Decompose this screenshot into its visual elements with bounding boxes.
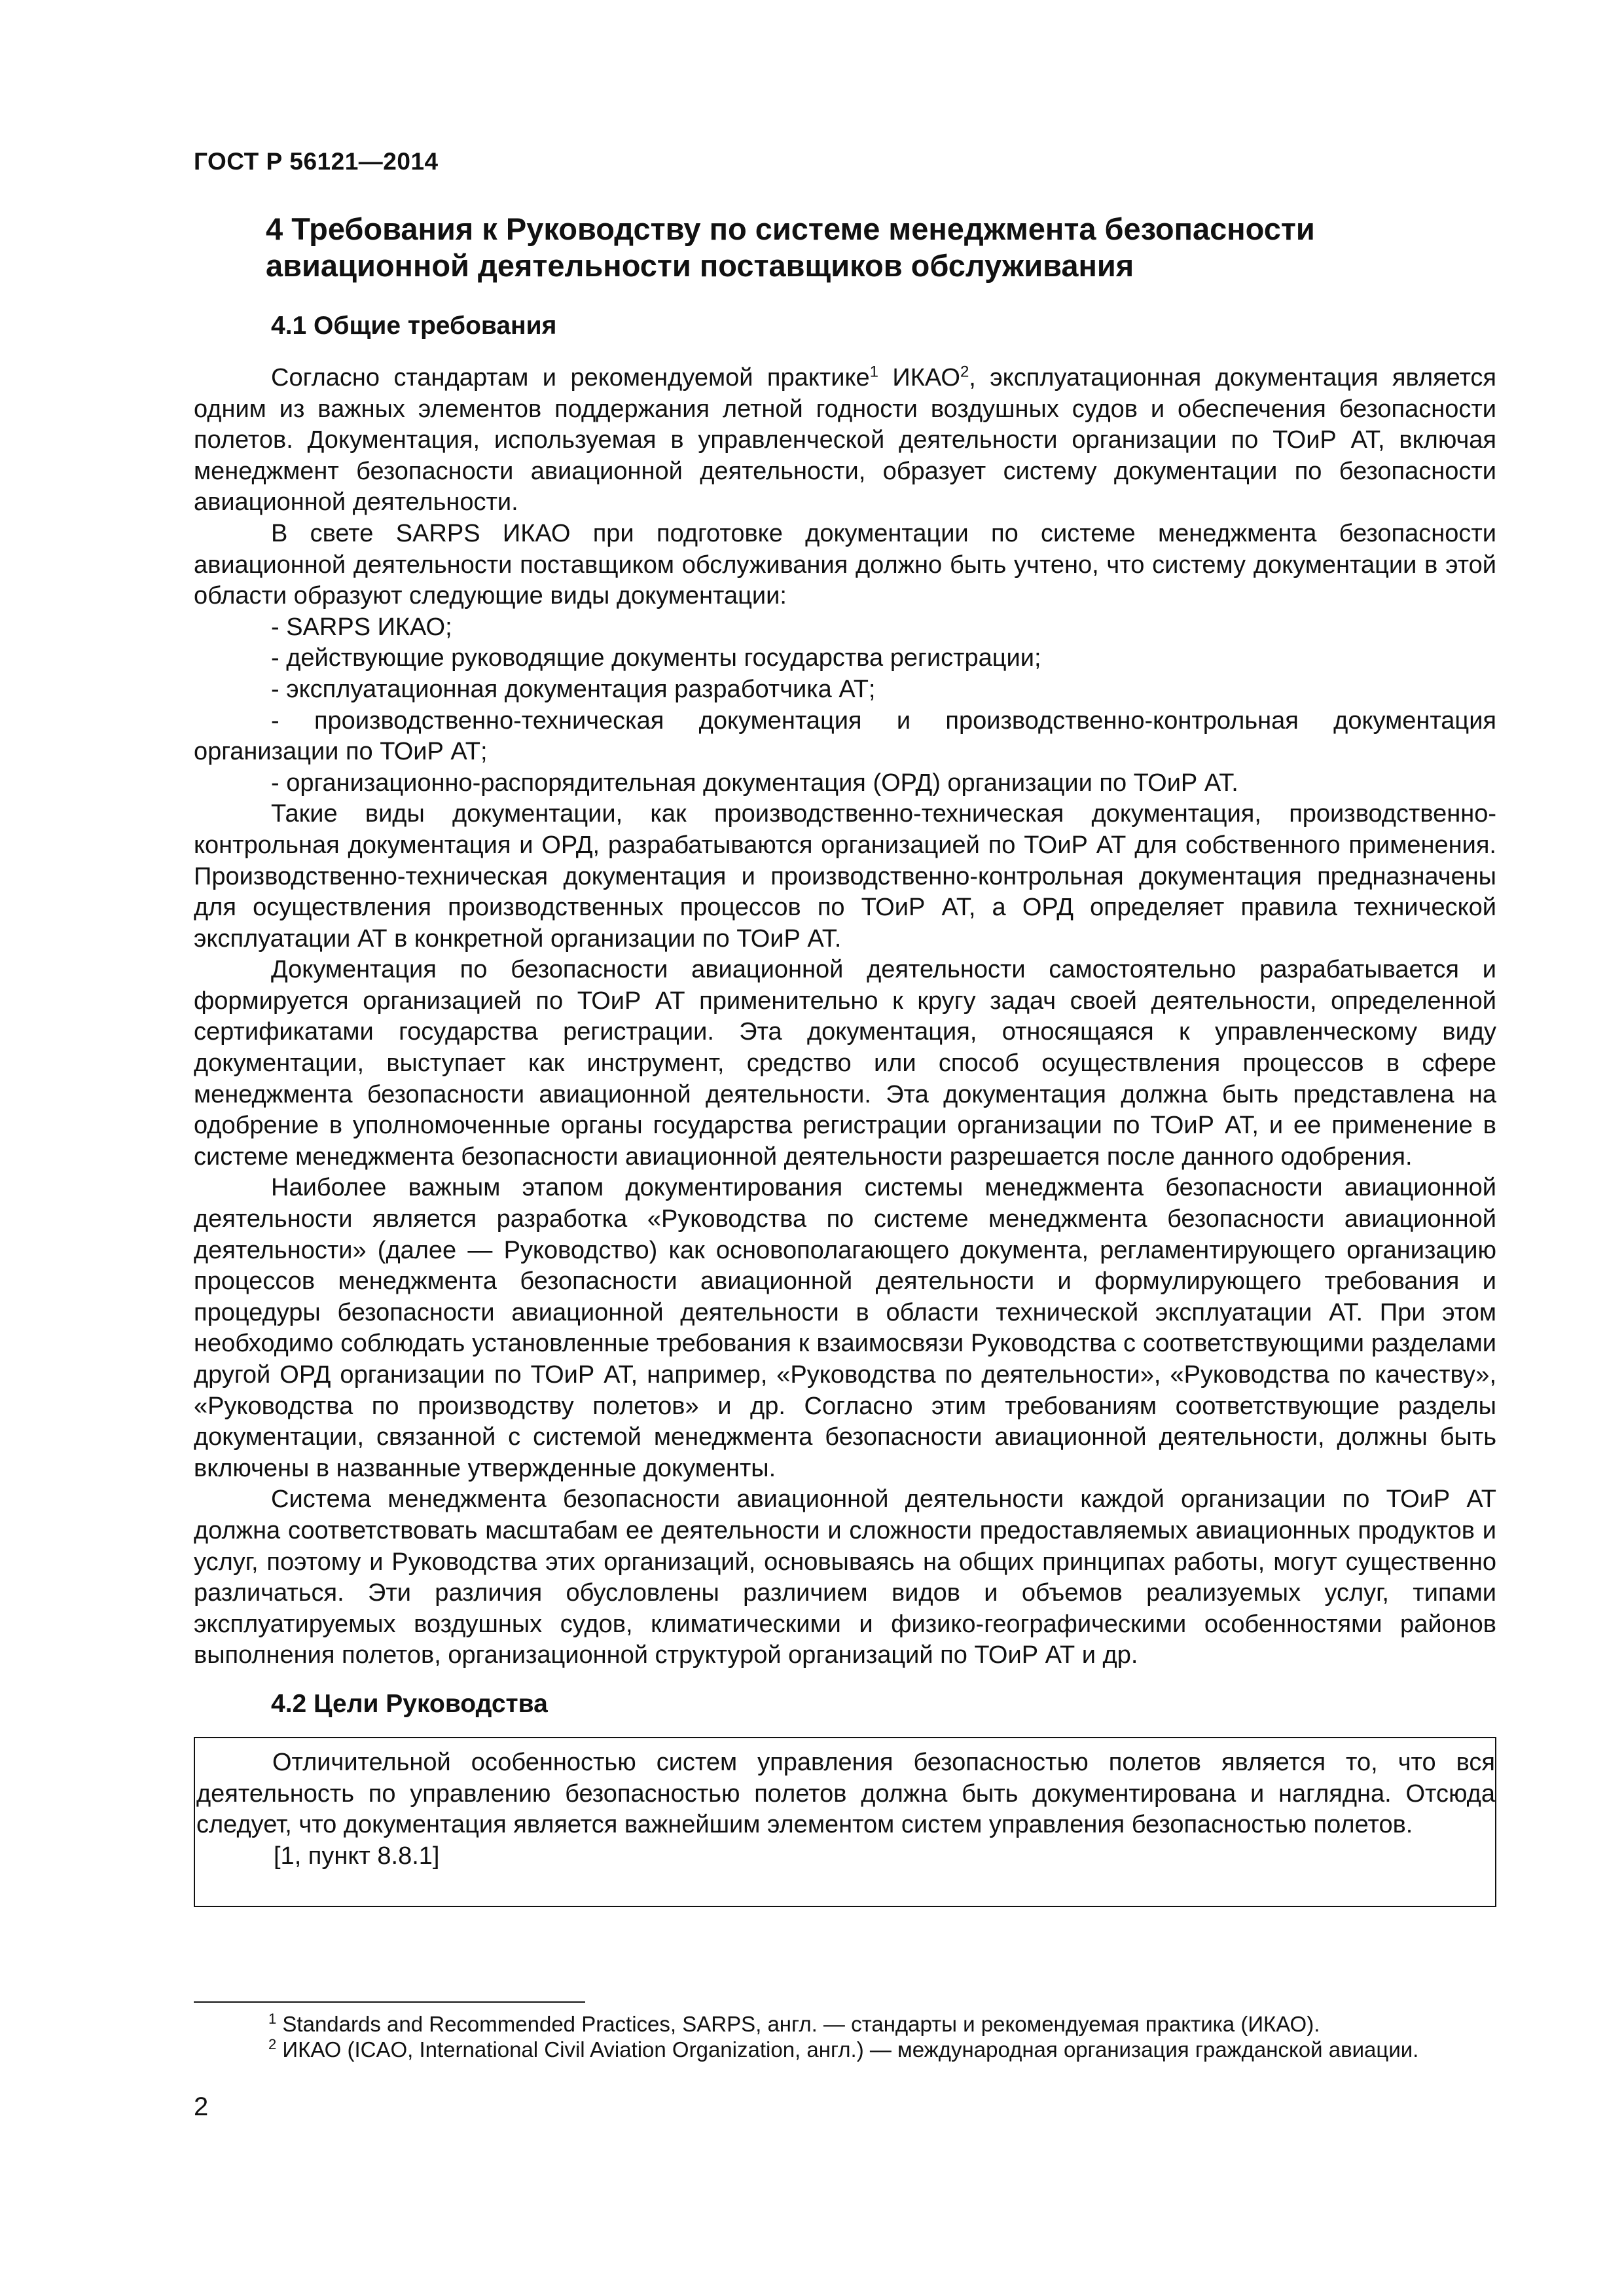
list-item: - действующие руководящие документы государства регистрации;: [271, 644, 1041, 672]
quote-box: [194, 1737, 1496, 1907]
footnote-text: ИКАО (ICAO, International Civil Aviation Organization, англ.) — международная организация гражданской авиации.: [276, 2037, 1419, 2062]
footnote-mark-1: 1: [268, 2011, 277, 2027]
paragraph: В свете SARPS ИКАО при подготовке документации по системе менеджмента безопасности авиационной деятельности поставщиком обслуживания должно быть учтено, что систему документации в этой области образуют следующие виды документации:: [194, 519, 1496, 610]
footnote-text: Standards and Recommended Practices, SARPS, англ. — стандарты и рекомендуемая практика (ИКАО).: [276, 2012, 1320, 2036]
footnotes: [194, 2011, 1496, 2062]
paragraph: Документация по безопасности авиационной деятельности самостоятельно разрабатывается и формируется организацией по ТОиР АТ применительно к кругу задач своей деятельности, определенной сертификатами государства регистрации. Эта документация, относящаяся к управленческому виду документации, выступает как инструмент, средство или способ осуществления процессов в сфере менеджмента безопасности авиационной деятельности. Эта документация должна быть представлена на одобрение в уполномоченные органы государства регистрации организации по ТОиР АТ, и ее применение в системе менеджмента безопасности авиационной деятельности разрешается после данного одобрения.: [194, 956, 1496, 1171]
section-title: 4 Требования к Руководству по системе менеджмента безопасности авиационной деятельности поставщиков обслуживания: [266, 211, 1315, 283]
standard-code-header: ГОСТ Р 56121—2014: [194, 148, 439, 175]
quote-reference: [1, пункт 8.8.1]: [274, 1842, 440, 1870]
list-item: - SARPS ИКАО;: [271, 613, 452, 641]
page-number: 2: [194, 2092, 209, 2121]
paragraph: Такие виды документации, как производственно-техническая документация, производственно-контрольная документация и ОРД, разрабатываются организацией по ТОиР АТ для собственного применения. Производственно-техническая документация и производственно-контрольная документация предназначены для осуществления производственных процессов по ТОиР АТ, а ОРД определяет правила технической эксплуатации АТ в конкретной организации по ТОиР АТ.: [194, 800, 1496, 953]
paragraph: [194, 363, 1496, 519]
list-item: - производственно-техническая документация и производственно-контрольная документация организации по ТОиР АТ;: [194, 706, 1496, 766]
paragraph-text: , эксплуатационная документация является одним из важных элементов поддержания летной годности воздушных судов и обеспечения безопасности полетов. Документация, используемая в управленческой деятельности организации по ТОиР АТ, включая менеджмент безопасности авиационной деятельности, образует систему документации по безопасности авиационной деятельности.: [194, 364, 1497, 517]
footnote-1: [194, 2011, 1496, 2037]
page-content: [194, 211, 1496, 1907]
footnote-divider: [194, 2001, 585, 2003]
paragraph: Система менеджмента безопасности авиационной деятельности каждой организации по ТОиР АТ должна соответствовать масштабам ее деятельности и сложности предоставляемых авиационных продуктов и услуг, поэтому и Руководства этих организаций, основываясь на общих принципах работы, могут существенно различаться. Эти различия обусловлены различием видов и объемов реализуемых услуг, типами эксплуатируемых воздушных судов, климатическими и физико-географическими особенностями районов выполнения полетов, организационной структурой организаций по ТОиР АТ и др.: [194, 1485, 1496, 1669]
footnote-2: [194, 2037, 1496, 2062]
quote-text: Отличительной особенностью систем управления безопасностью полетов является то, что вся деятельность по управлению безопасностью полетов должна быть документирована и наглядна. Отсюда следует, что документация является важнейшим элементом систем управления безопасностью полетов.: [196, 1748, 1495, 1839]
footnote-mark-2: 2: [268, 2036, 277, 2052]
paragraph-text: Согласно стандартам и рекомендуемой практике: [271, 364, 870, 392]
paragraph-text: ИКАО: [878, 364, 960, 392]
footnote-ref-1[interactable]: 1: [869, 363, 878, 381]
subsection-title-manual-goals: 4.2 Цели Руководства: [271, 1689, 548, 1718]
footnote-ref-2[interactable]: 2: [960, 363, 969, 381]
paragraph: Наиболее важным этапом документирования системы менеджмента безопасности авиационной деятельности является разработка «Руководства по системе менеджмента безопасности авиационной деятельности» (далее — Руководство) как основополагающего документа, регламентирующего организацию процессов менеджмента безопасности авиационной деятельности и формулирующего требования и процедуры безопасности авиационной деятельности в области технической эксплуатации АТ. При этом необходимо соблюдать установленные требования к взаимосвязи Руководства с соответствующими разделами другой ОРД организации по ТОиР АТ, например, «Руководства по деятельности», «Руководства по качеству», «Руководства по производству полетов» и др. Согласно этим требованиям соответствующие разделы документации, связанной с системой менеджмента безопасности авиационной деятельности, должны быть включены в названные утвержденные документы.: [194, 1174, 1496, 1482]
list-item: - организационно-распорядительная документация (ОРД) организации по ТОиР АТ.: [271, 769, 1238, 797]
subsection-title-general-requirements: 4.1 Общие требования: [271, 312, 557, 340]
list-item: - эксплуатационная документация разработчика АТ;: [271, 675, 876, 703]
